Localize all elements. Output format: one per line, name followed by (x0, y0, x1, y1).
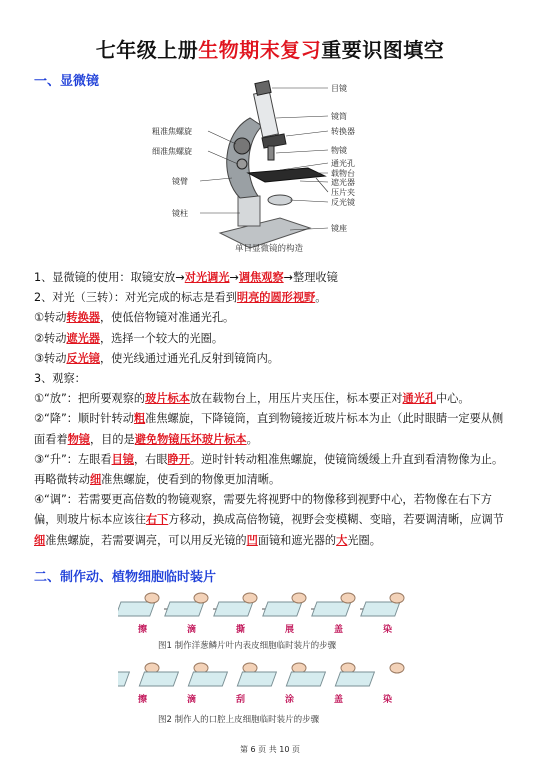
title-part1: 七年级上册 (95, 38, 199, 62)
glass-slide (188, 672, 227, 686)
microscope-mirror (268, 195, 292, 205)
fig1-caption: 图1 制作洋葱鳞片叶内表皮细胞临时装片的步骤 (158, 641, 337, 651)
title-part3: 重要识图填空 (321, 38, 445, 62)
microscope-diagram (150, 78, 410, 254)
step-label: 刮 (236, 695, 246, 705)
step-label: 盖 (334, 625, 344, 635)
line-lower: ②“降”：顺时针转动粗准焦螺旋，下降镜筒，直到物镜接近玻片标本为止（此时眼睛一定要从侧面看着物镜，目的是避免物镜压坏玻片标本。 (34, 412, 504, 446)
label-diaphragm: 遮光器 (331, 178, 355, 187)
label-nosepiece: 转换器 (331, 127, 355, 136)
step-label: 染 (383, 695, 393, 705)
hand-tool (194, 593, 208, 603)
glass-slide (118, 672, 129, 686)
line-adjust: ④“调”：若需要更高倍数的物镜观察，需要先将视野中的物像移到视野中心，若物像在右下方偏，则玻片标本应该往右下方移动，换成高倍物镜，视野会变模糊、变暗，若要调清晰，应调节细准焦螺旋，若需要调亮，可以用反光镜的凹面镜和遮光器的大光圈。 (34, 493, 504, 547)
content-body (34, 268, 510, 551)
label-pillar: 镜柱 (172, 209, 188, 218)
step-label: 染 (383, 625, 393, 635)
line-step1: ①转动转换器，使低倍物镜对准通光孔。 (34, 311, 235, 325)
section-heading-slides: 二、制作动、植物细胞临时装片 (34, 570, 217, 585)
hand-tool (145, 593, 159, 603)
plant-cell-steps (118, 593, 404, 635)
fine-focus-knob (237, 159, 247, 169)
step-label: 涂 (285, 695, 295, 705)
line-observe: 3、观察： (34, 372, 86, 386)
microscope-stage (248, 168, 325, 182)
label-tube: 镜筒 (331, 112, 347, 121)
microscope-arm (227, 118, 262, 198)
label-eyepiece: 目镜 (331, 84, 347, 93)
animal-cell-steps (118, 663, 404, 705)
line-usage: 1、显微镜的使用：取镜安放→对光调光→调焦观察→整理收镜 (34, 271, 338, 284)
label-clips: 压片夹 (331, 188, 355, 197)
hand-tool (292, 593, 306, 603)
label-objective: 物镜 (331, 146, 347, 155)
step-2 (165, 593, 220, 635)
label-aperture: 通光孔 (331, 159, 355, 168)
page-title (0, 34, 540, 63)
step-5 (312, 593, 367, 635)
slide-preparation-figure (118, 588, 418, 728)
step-label: 滴 (187, 695, 197, 705)
glass-slide (139, 672, 178, 686)
glass-slide (214, 602, 253, 616)
section-heading-microscope: 一、显微镜 (34, 74, 100, 89)
line-light: 2、对光（三转）：对光完成的标志是看到明亮的圆形视野。 (34, 291, 327, 305)
step-3 (214, 593, 269, 635)
glass-slide (263, 602, 302, 616)
label-coarse-focus: 粗准焦螺旋 (152, 127, 192, 136)
microscope-eyepiece (255, 81, 271, 96)
label-mirror: 反光镜 (331, 198, 355, 207)
step-label: 展 (285, 625, 295, 635)
label-arm: 镜臂 (172, 177, 188, 186)
hand-tool (243, 593, 257, 603)
step-label: 擦 (138, 695, 148, 705)
step-1 (118, 593, 171, 635)
glass-slide (165, 602, 204, 616)
fig2-caption: 图2 制作人的口腔上皮细胞临时装片的步骤 (158, 715, 320, 725)
step-4 (263, 593, 318, 635)
coarse-focus-knob (234, 138, 250, 154)
line-raise: ③“升”：左眼看目镜，右眼睁开。逆时针转动粗准焦螺旋，使镜筒缓缓上升直到看清物像为止。再略微转动细准焦螺旋，使看到的物像更加清晰。 (34, 452, 504, 487)
glass-slide (118, 602, 155, 616)
line-place: ①“放”：把所要观察的玻片标本放在载物台上，用压片夹压住，标本要正对通光孔中心。 (34, 392, 470, 406)
line-step3: ③转动反光镜，使光线通过通光孔反射到镜筒内。 (34, 351, 279, 365)
label-fine-focus: 细准焦螺旋 (152, 147, 192, 156)
glass-slide (312, 602, 351, 616)
line-step2: ②转动遮光器，选择一个较大的光圈。 (34, 331, 224, 345)
microscope-objective (268, 146, 274, 160)
title-highlight: 生物期末复习 (198, 38, 322, 62)
label-base: 镜座 (331, 224, 347, 233)
microscope-pillar (238, 196, 260, 226)
label-stage: 载物台 (331, 169, 355, 178)
glass-slide (286, 672, 325, 686)
hand-tool (390, 593, 404, 603)
step-label: 滴 (187, 625, 197, 635)
step-label: 盖 (334, 695, 344, 705)
step-6 (361, 593, 404, 635)
microscope-caption: 单目显微镜的构造 (235, 244, 304, 254)
glass-slide (361, 602, 400, 616)
glass-slide (237, 672, 276, 686)
glass-slide (335, 672, 374, 686)
step-label: 擦 (138, 625, 148, 635)
hand-tool (390, 663, 404, 673)
page-number: 第 6 页 共 10 页 (240, 745, 300, 754)
hand-tool (341, 593, 355, 603)
step-label: 撕 (236, 625, 246, 635)
